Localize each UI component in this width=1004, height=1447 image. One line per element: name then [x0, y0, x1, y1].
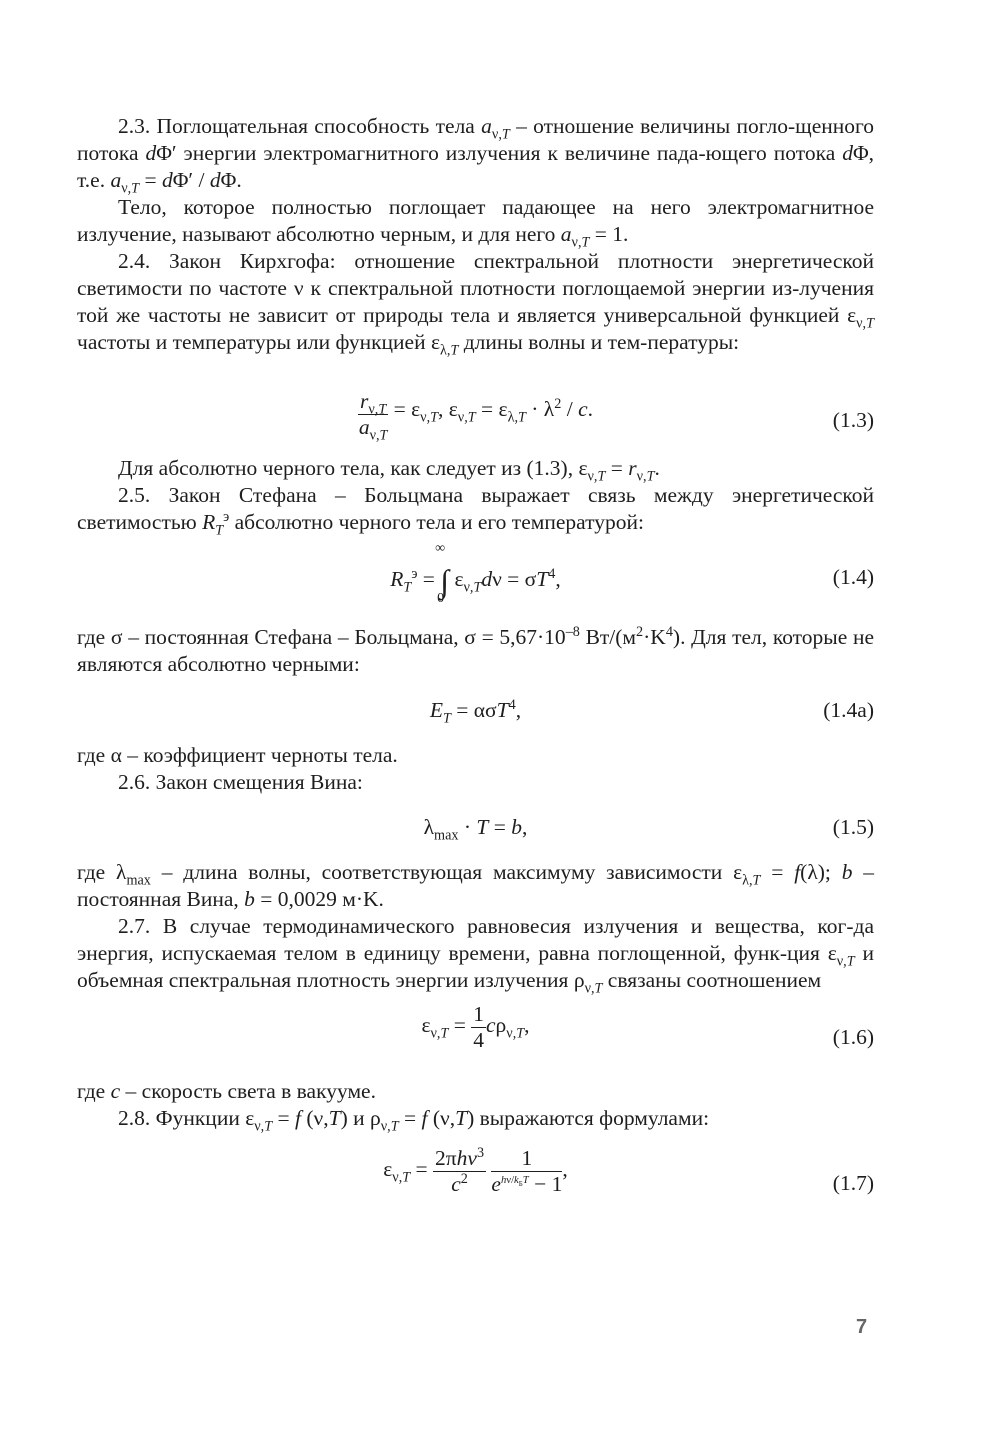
equation-number: (1.4а): [823, 698, 874, 722]
equation-number: (1.6): [832, 1025, 874, 1049]
equation-number: (1.4): [832, 565, 874, 589]
equation-1-6: $\varepsilon_{\nu,T}$ = $\frac{1}{4}$ $c\rho_{\nu,T}$, (1.6): [421, 1002, 874, 1052]
paragraph-emissivity: где α – коэффициент черноты тела.: [77, 743, 398, 767]
paragraph-absorptivity: 2.3. Поглощательная способность тела $a_{\nu,T}$ – отношение величины погло-щенного потока dΦ′ энергии электромагнитного излучения к величине пада-ющего потока dΦ, т.е. $a_{\nu,T} = d\Phi' / d\Phi$.: [77, 114, 875, 197]
equation-1-5: $\lambda_{max} \cdot T = b$, (1.5): [423, 815, 874, 844]
paragraph-stefan-constant: где σ – постоянная Стефана – Больцмана, $\sigma = 5,67\cdot 10^{-8}$ $Вт/(м^2\cdot K^4)$. Для тел, которые не являются абсолютно черными:: [77, 623, 874, 676]
paragraph-wien-constant: где $\lambda_{max}$ – длина волны, соответствующая максимуму зависимости $\varepsilon_{\lambda,T} = f(\lambda)$; b – постоянная Вина, b = 0,0029 м·K.: [77, 860, 875, 911]
paragraph-equilibrium: 2.7. В случае термодинамического равновесия излучения и вещества, ког-да энергия, испускаемая телом в единицу времени, равна поглощенной, функ-ция $\varepsilon_{\nu,T}$ и объемная спектральная плотность энергии излучения $\rho_{\nu,T}$ связаны соотношением: [77, 914, 874, 997]
document-body: [77, 113, 874, 1222]
equation-1-3: $\frac{r_{\nu,T}}{a_{\nu,T}}$ = $\varepsilon_{\nu,T}$, $\varepsilon_{\nu,T} = \varepsilon_{\lambda,T} \cdot \lambda^2 / c$. (1.3): [358, 389, 874, 444]
page-number: 7: [856, 1316, 868, 1338]
equation-number: (1.3): [832, 408, 874, 432]
paragraph-blackbody-relation: Для абсолютно черного тела, как следует из (1.3), $\varepsilon_{\nu,T} = r_{\nu,T}$.: [118, 456, 660, 485]
equation-number: (1.7): [832, 1171, 874, 1195]
paragraph-wien-law: 2.6. Закон смещения Вина:: [118, 770, 363, 794]
equation-1-4: $R_T^э$ = ∫ ∞ 0 $\varepsilon_{\nu,T}d\nu = \sigma T^4$, (1.4): [390, 541, 874, 606]
equation-1-7: $\varepsilon_{\nu,T}$ = 2πhν$^3$ $c^2$ 1 $e^{h\nu/k_БT} - 1$ , (1.7): [383, 1144, 874, 1196]
paragraph-stefan-boltzmann: 2.5. Закон Стефана – Больцмана выражает связь между энергетической светимостью $R_T^э$ абсолютно черного тела и его температурой:: [77, 483, 874, 539]
paragraph-functions: 2.8. Функции $\varepsilon_{\nu,T} = f$ (ν,T) и $\rho_{\nu,T} = f$ (ν,T) выражаются формулами:: [118, 1106, 710, 1135]
equation-1-4a: $E_T = \alpha\sigma T^4$, (1.4а): [429, 696, 874, 727]
paragraph-kirchhoff-law: 2.4. Закон Кирхгофа: отношение спектральной плотности энергетической светимости по частоте ν к спектральной плотности поглощаемой энергии из-лучения той же частоты не зависит от природы тела и является универсальной функцией $\varepsilon_{\nu,T}$ частоты и температуры или функцией $\varepsilon_{\lambda,T}$ длины волны и тем-пературы:: [77, 249, 874, 359]
paragraph-blackbody-definition: Тело, которое полностью поглощает падающее на него электромагнитное излучение, называют абсолютно черным, и для него $a_{\nu,T} = 1$.: [77, 195, 874, 251]
equation-number: (1.5): [832, 815, 874, 839]
paragraph-speed-of-light: где c – скорость света в вакууме.: [77, 1079, 376, 1103]
